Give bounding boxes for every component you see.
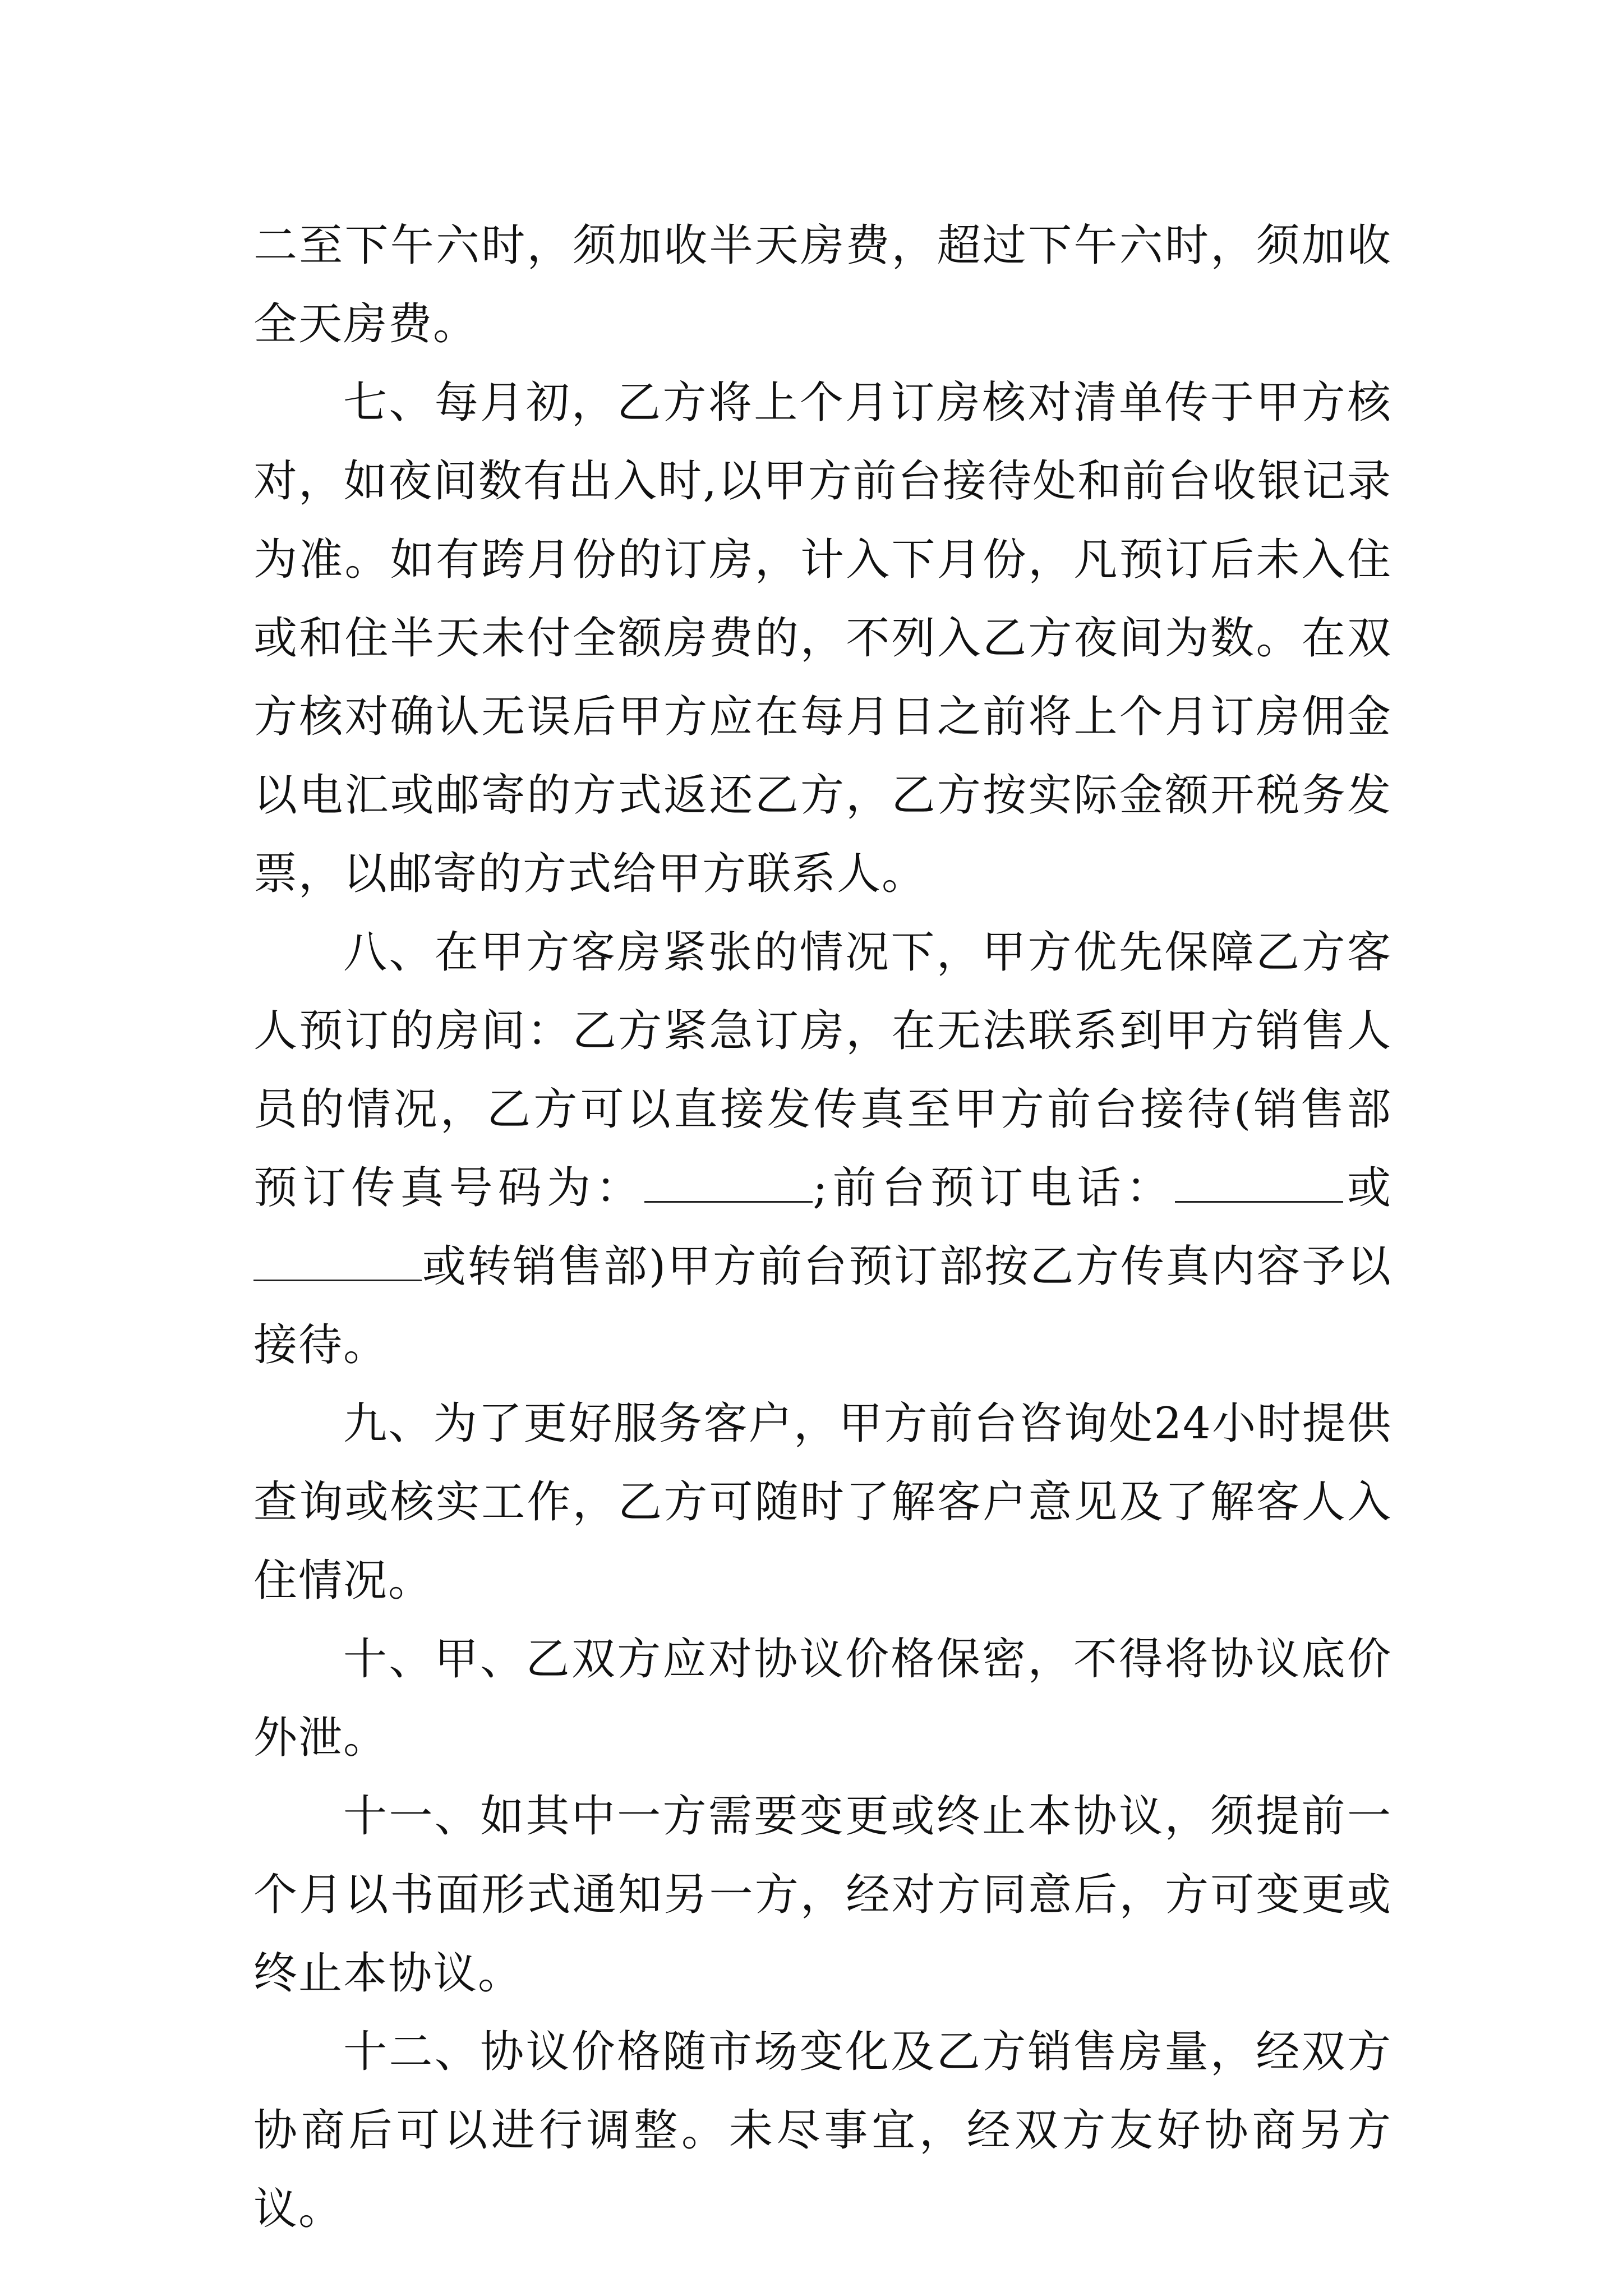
- paragraph-clause-8: [253, 913, 1392, 1384]
- clause-8-text-part-2: ;前台预订电话：: [813, 1163, 1175, 1213]
- paragraph-clause-9: 九、为了更好服务客户，甲方前台咨询处24小时提供查询或核实工作，乙方可随时了解客户意见及了解客人入住情况。: [253, 1398, 1392, 1606]
- document-body: [253, 206, 1392, 2248]
- front-desk-phone-blank[interactable]: [1175, 1161, 1343, 1203]
- fax-number-blank[interactable]: [644, 1161, 813, 1203]
- clause-8-text-part-4: 或转销售部)甲方前台预订部按乙方传真内容予以接待。: [253, 1241, 1392, 1370]
- paragraph-clause-10: 十、甲、乙双方应对协议价格保密，不得将协议底价外泄。: [253, 1634, 1392, 1763]
- paragraph-clause-11: 十一、如其中一方需要变更或终止本协议，须提前一个月以书面形式通知另一方，经对方同意后，方可变更或终止本协议。: [253, 1791, 1392, 1999]
- paragraph-clause-7: 七、每月初，乙方将上个月订房核对清单传于甲方核对，如夜间数有出入时,以甲方前台接待处和前台收银记录为准。如有跨月份的订房，计入下月份，凡预订后未入住或和住半天未付全额房费的，不列入乙方夜间为数。在双方核对确认无误后甲方应在每月日之前将上个月订房佣金以电汇或邮寄的方式返还乙方，乙方按实际金额开税务发票，以邮寄的方式给甲方联系人。: [253, 378, 1392, 899]
- paragraph-clause-12: 十二、协议价格随市场变化及乙方销售房量，经双方协商后可以进行调整。未尽事宜，经双方友好协商另方议。: [253, 2027, 1392, 2234]
- paragraph-continuation: 二至下午六时，须加收半天房费，超过下午六时，须加收全天房费。: [253, 220, 1392, 349]
- clause-8-text-part-3: 或: [1343, 1163, 1392, 1213]
- alternate-phone-blank[interactable]: [253, 1239, 422, 1281]
- clause-8-text-part-1: 八、在甲方客房紧张的情况下，甲方优先保障乙方客人预订的房间：乙方紧急订房，在无法联系到甲方销售人员的情况，乙方可以直接发传真至甲方前台接待(销售部预订传真号码为：: [253, 927, 1392, 1213]
